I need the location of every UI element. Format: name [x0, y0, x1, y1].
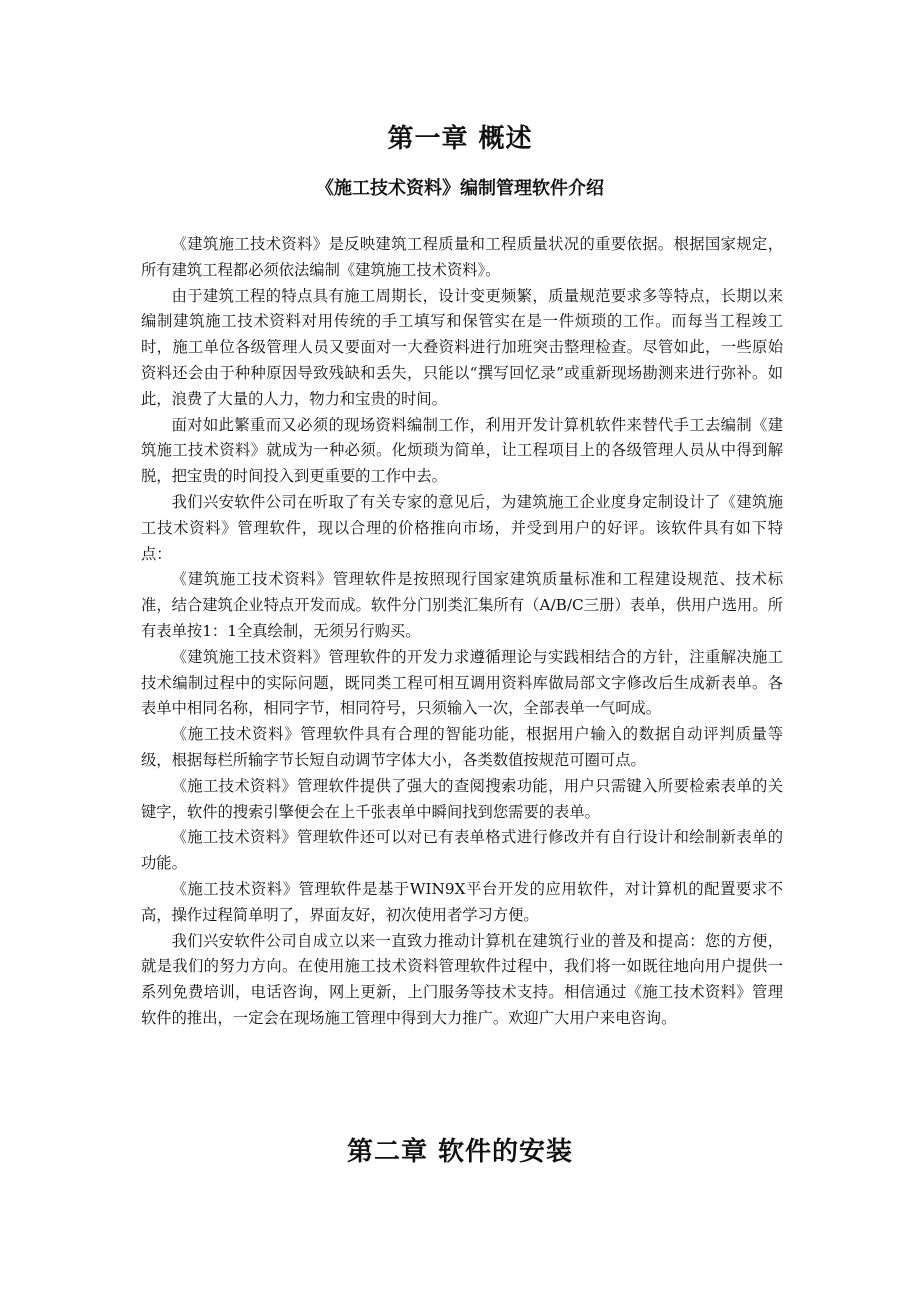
paragraph: 《施工技术资料》管理软件提供了强大的查阅搜索功能，用户只需键入所要检索表单的关键字，软件的搜索引擎便会在上千张表单中瞬间找到您需要的表单。 — [141, 776, 783, 821]
chapter-2-title: 第二章 软件的安装 — [346, 1137, 574, 1167]
paragraph: 《建筑施工技术资料》管理软件是按照现行国家建筑质量标准和工程建设规范、技术标准，结合建筑企业特点开发而成。软件分门别类汇集所有（A/B/C三册）表单，供用户选用。所有表单按1：1全真绘制，无须另行购买。 — [141, 570, 783, 640]
paragraph: 《建筑施工技术资料》管理软件的开发力求遵循理论与实践相结合的方针，注重解决施工技术编制过程中的实际问题，既同类工程可相互调用资料库做局部文字修改后生成新表单。各表单中相同名称，相同字节，相同符号，只须输入一次，全部表单一气呵成。 — [141, 647, 783, 718]
paragraph: 《施工技术资料》管理软件具有合理的智能功能，根据用户输入的数据自动评判质量等级，根据每栏所输字节长短自动调节字体大小，各类数值按规范可圈可点。 — [141, 725, 783, 769]
paragraph: 《施工技术资料》管理软件是基于WIN9X平台开发的应用软件，对计算机的配置要求不高，操作过程简单明了，界面友好，初次使用者学习方便。 — [141, 879, 783, 924]
chapter-1-subtitle: 《施工技术资料》编制管理软件介绍 — [316, 178, 604, 199]
body-text — [141, 232, 783, 1032]
paragraph: 由于建筑工程的特点具有施工周期长，设计变更频繁，质量规范要求多等特点，长期以来编制建筑施工技术资料对用传统的手工填写和保管实在是一件烦琐的工作。而每当工程竣工时，施工单位各级管理人员又要面对一大叠资料进行加班突击整理检查。尽管如此，一些原始资料还会由于种种原因导致残缺和丢失，只能以“撰写回忆录”或重新现场勘测来进行弥补。如此，浪费了大量的人力，物力和宝贵的时间。 — [141, 286, 783, 408]
paragraph: 我们兴安软件公司在听取了有关专家的意见后，为建筑施工企业度身定制设计了《建筑施工技术资料》管理软件，现以合理的价格推向市场，并受到用户的好评。该软件具有如下特点： — [141, 492, 783, 563]
paragraph: 我们兴安软件公司自成立以来一直致力推动计算机在建筑行业的普及和提高：您的方便，就是我们的努力方向。在使用施工技术资料管理软件过程中，我们将一如既往地向用户提供一系列免费培训，电话咨询，网上更新，上门服务等技术支持。相信通过《施工技术资料》管理软件的推出，一定会在现场施工管理中得到大力推广。欢迎广大用户来电咨询。 — [141, 931, 783, 1027]
chapter-1-title: 第一章 概述 — [387, 124, 533, 154]
paragraph: 《建筑施工技术资料》是反映建筑工程质量和工程质量状况的重要依据。根据国家规定，所有建筑工程都必须依法编制《建筑施工技术资料》。 — [141, 235, 783, 279]
paragraph: 《施工技术资料》管理软件还可以对已有表单格式进行修改并有自行设计和绘制新表单的功能。 — [141, 828, 783, 873]
paragraph: 面对如此繁重而又必须的现场资料编制工作，利用开发计算机软件来替代手工去编制《建筑施工技术资料》就成为一种必须。化烦琐为简单，让工程项目上的各级管理人员从中得到解脱，把宝贵的时间投入到更重要的工作中去。 — [141, 415, 783, 486]
